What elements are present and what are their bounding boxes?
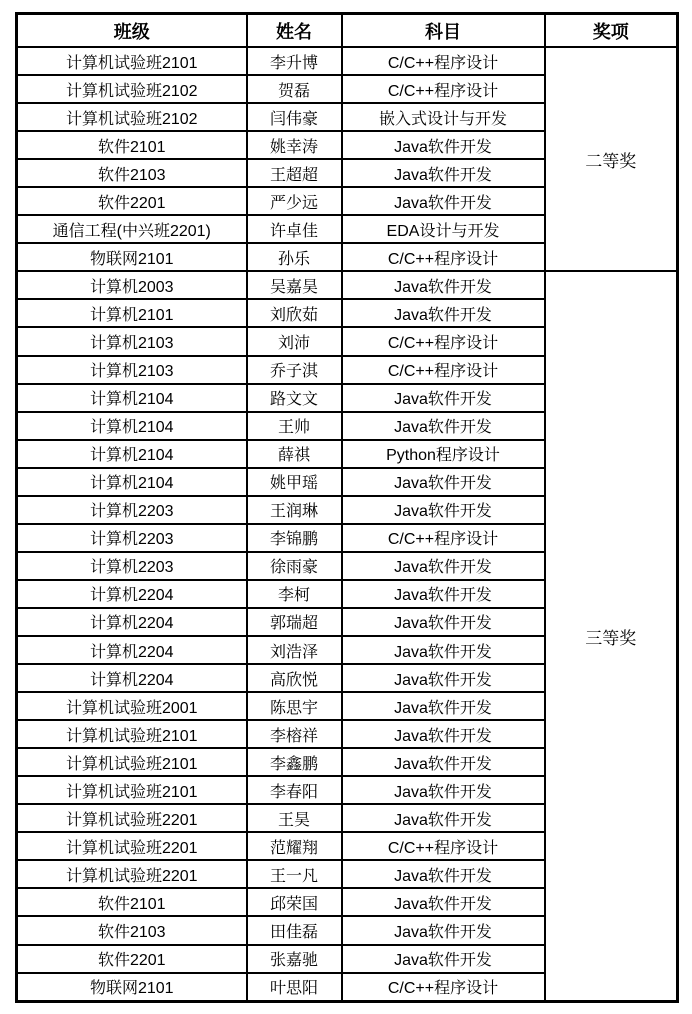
name-cell: 邱荣国 (247, 888, 342, 916)
name-cell: 乔子淇 (247, 356, 342, 384)
name-cell: 许卓佳 (247, 215, 342, 243)
class-cell: 软件2201 (17, 945, 247, 973)
name-cell: 李柯 (247, 580, 342, 608)
subject-cell: EDA设计与开发 (342, 215, 545, 243)
subject-cell: Python程序设计 (342, 440, 545, 468)
name-cell: 姚幸涛 (247, 131, 342, 159)
name-cell: 王润琳 (247, 496, 342, 524)
name-cell: 姚甲瑶 (247, 468, 342, 496)
name-cell: 李锦鹏 (247, 524, 342, 552)
name-cell: 高欣悦 (247, 664, 342, 692)
name-cell: 李升博 (247, 47, 342, 75)
class-cell: 计算机2204 (17, 608, 247, 636)
name-cell: 范耀翔 (247, 832, 342, 860)
class-cell: 计算机2103 (17, 327, 247, 355)
subject-cell: C/C++程序设计 (342, 524, 545, 552)
subject-cell: Java软件开发 (342, 187, 545, 215)
subject-cell: Java软件开发 (342, 299, 545, 327)
award-cell: 三等奖 (545, 271, 678, 1001)
table-header-row (17, 14, 678, 48)
subject-cell: Java软件开发 (342, 692, 545, 720)
name-cell: 刘浩泽 (247, 636, 342, 664)
name-cell: 王帅 (247, 412, 342, 440)
name-cell: 李榕祥 (247, 720, 342, 748)
subject-cell: C/C++程序设计 (342, 356, 545, 384)
name-cell: 徐雨豪 (247, 552, 342, 580)
class-cell: 物联网2101 (17, 973, 247, 1002)
subject-cell: Java软件开发 (342, 916, 545, 944)
subject-cell: 嵌入式设计与开发 (342, 103, 545, 131)
subject-cell: Java软件开发 (342, 945, 545, 973)
subject-cell: C/C++程序设计 (342, 243, 545, 271)
subject-cell: C/C++程序设计 (342, 75, 545, 103)
class-cell: 计算机2203 (17, 496, 247, 524)
subject-cell: Java软件开发 (342, 888, 545, 916)
table-row (17, 271, 678, 299)
subject-cell: Java软件开发 (342, 608, 545, 636)
header-subject: 科目 (342, 14, 545, 48)
class-cell: 软件2103 (17, 916, 247, 944)
name-cell: 李鑫鹏 (247, 748, 342, 776)
header-name: 姓名 (247, 14, 342, 48)
name-cell: 王超超 (247, 159, 342, 187)
class-cell: 计算机试验班2201 (17, 804, 247, 832)
class-cell: 软件2101 (17, 888, 247, 916)
subject-cell: Java软件开发 (342, 159, 545, 187)
subject-cell: Java软件开发 (342, 271, 545, 299)
subject-cell: Java软件开发 (342, 720, 545, 748)
class-cell: 计算机试验班2101 (17, 776, 247, 804)
subject-cell: Java软件开发 (342, 131, 545, 159)
name-cell: 王一凡 (247, 860, 342, 888)
class-cell: 计算机2204 (17, 664, 247, 692)
class-cell: 计算机试验班2201 (17, 832, 247, 860)
subject-cell: Java软件开发 (342, 636, 545, 664)
table-row (17, 47, 678, 75)
class-cell: 通信工程(中兴班2201) (17, 215, 247, 243)
subject-cell: Java软件开发 (342, 776, 545, 804)
class-cell: 计算机试验班2101 (17, 748, 247, 776)
table-body (17, 47, 678, 1002)
class-cell: 计算机2204 (17, 580, 247, 608)
class-cell: 软件2101 (17, 131, 247, 159)
class-cell: 计算机2203 (17, 552, 247, 580)
class-cell: 计算机2003 (17, 271, 247, 299)
name-cell: 贺磊 (247, 75, 342, 103)
name-cell: 闫伟豪 (247, 103, 342, 131)
class-cell: 计算机试验班2201 (17, 860, 247, 888)
name-cell: 刘沛 (247, 327, 342, 355)
header-class: 班级 (17, 14, 247, 48)
class-cell: 计算机2104 (17, 440, 247, 468)
name-cell: 郭瑞超 (247, 608, 342, 636)
name-cell: 刘欣茹 (247, 299, 342, 327)
name-cell: 叶思阳 (247, 973, 342, 1002)
header-award: 奖项 (545, 14, 678, 48)
awards-table (15, 12, 679, 1003)
class-cell: 计算机试验班2102 (17, 75, 247, 103)
name-cell: 严少远 (247, 187, 342, 215)
subject-cell: Java软件开发 (342, 664, 545, 692)
name-cell: 路文文 (247, 384, 342, 412)
subject-cell: C/C++程序设计 (342, 832, 545, 860)
class-cell: 计算机2103 (17, 356, 247, 384)
subject-cell: Java软件开发 (342, 468, 545, 496)
name-cell: 张嘉驰 (247, 945, 342, 973)
class-cell: 软件2201 (17, 187, 247, 215)
class-cell: 计算机2101 (17, 299, 247, 327)
class-cell: 计算机2104 (17, 384, 247, 412)
name-cell: 王昊 (247, 804, 342, 832)
subject-cell: C/C++程序设计 (342, 47, 545, 75)
class-cell: 计算机试验班2001 (17, 692, 247, 720)
class-cell: 软件2103 (17, 159, 247, 187)
name-cell: 孙乐 (247, 243, 342, 271)
subject-cell: Java软件开发 (342, 748, 545, 776)
subject-cell: C/C++程序设计 (342, 973, 545, 1002)
name-cell: 田佳磊 (247, 916, 342, 944)
class-cell: 计算机2203 (17, 524, 247, 552)
subject-cell: Java软件开发 (342, 860, 545, 888)
subject-cell: Java软件开发 (342, 580, 545, 608)
subject-cell: Java软件开发 (342, 804, 545, 832)
subject-cell: Java软件开发 (342, 496, 545, 524)
class-cell: 计算机2104 (17, 468, 247, 496)
class-cell: 计算机试验班2101 (17, 47, 247, 75)
name-cell: 吴嘉昊 (247, 271, 342, 299)
class-cell: 计算机2104 (17, 412, 247, 440)
subject-cell: Java软件开发 (342, 412, 545, 440)
class-cell: 计算机试验班2101 (17, 720, 247, 748)
name-cell: 薛祺 (247, 440, 342, 468)
subject-cell: Java软件开发 (342, 552, 545, 580)
class-cell: 计算机2204 (17, 636, 247, 664)
subject-cell: Java软件开发 (342, 384, 545, 412)
name-cell: 李春阳 (247, 776, 342, 804)
class-cell: 物联网2101 (17, 243, 247, 271)
subject-cell: C/C++程序设计 (342, 327, 545, 355)
name-cell: 陈思宇 (247, 692, 342, 720)
award-cell: 二等奖 (545, 47, 678, 271)
class-cell: 计算机试验班2102 (17, 103, 247, 131)
